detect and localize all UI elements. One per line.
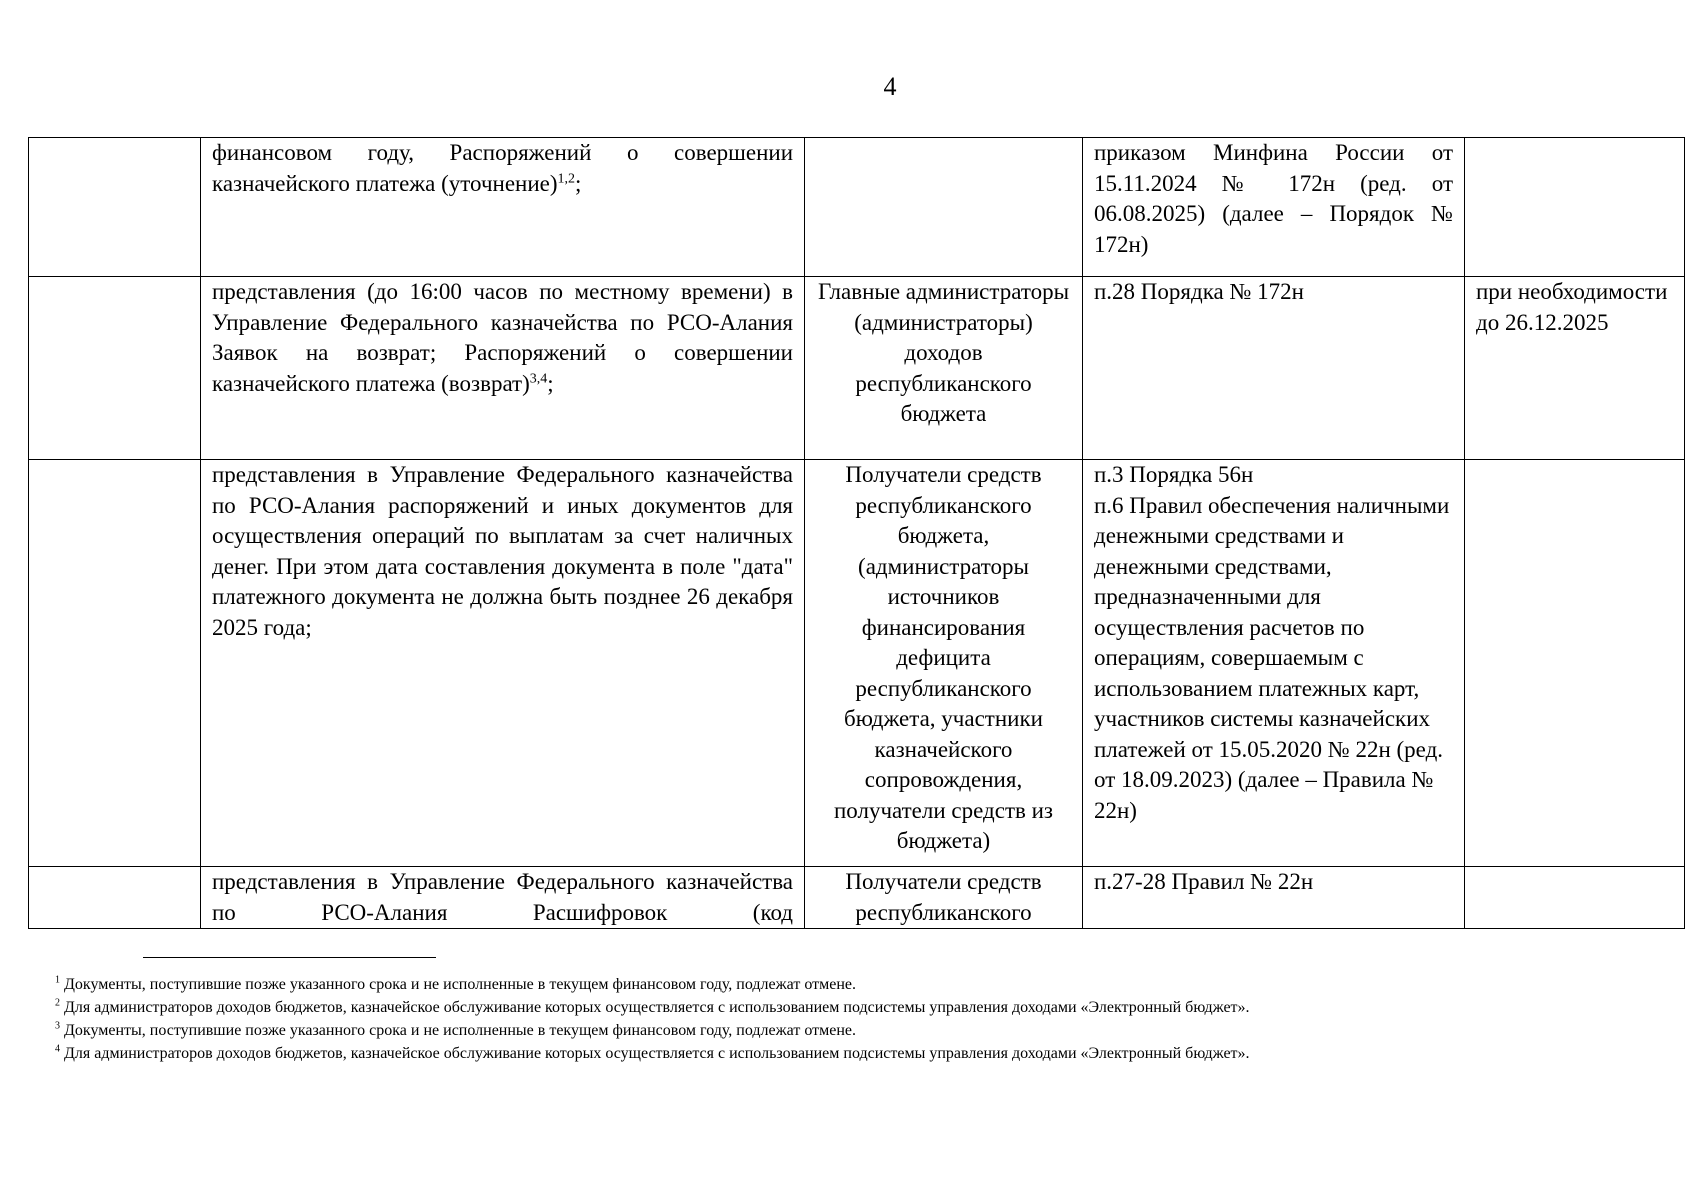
legal-basis-cell: [1083, 460, 1465, 867]
action-text: представления (до 16:00 часов по местному времени) в Управление Федерального казначейства по РСО-Алания Заявок на возврат; Распоряжений о совершении казначейского платежа (возврат): [212, 279, 793, 396]
footnote-ref: 3,4: [529, 370, 548, 386]
schedule-table: [28, 137, 1685, 929]
footnotes: [55, 973, 1655, 1065]
responsible-cell: Получатели средств республиканского бюджета, (администраторы источников финансирования дефицита республиканского бюджета, участники казначейского сопровождения, получатели средств из бюджета): [805, 460, 1083, 867]
table-row: [29, 277, 1685, 460]
footnote: [55, 1019, 1655, 1042]
footnote: [55, 996, 1655, 1019]
action-cell: представления в Управление Федерального казначейства по РСО-Алания распоряжений и иных документов для осуществления операций по выплатам за счет наличных денег. При этом дата составления документа в поле "дата" платежного документа не должна быть позднее 26 декабря 2025 года;: [201, 460, 805, 867]
table-row: [29, 138, 1685, 277]
footnote-separator: [143, 957, 436, 958]
action-cell: [201, 138, 805, 277]
deadline-cell: [1465, 867, 1685, 929]
legal-basis-text: приказом Минфина России от 15.11.2024 № 172н (ред. от 06.08.2025) (далее – Порядок № 172н): [1094, 140, 1453, 257]
legal-basis-line: п.6 Правил обеспечения наличными денежными средствами и денежными средствами, предназначенными для осуществления расчетов по операциям, совершаемым с использованием платежных карт, участников системы казначейских платежей от 15.05.2020 № 22н (ред. от 18.09.2023) (далее – Правила № 22н): [1094, 492, 1450, 823]
footnote-ref: 1,2: [557, 170, 576, 186]
legal-basis-cell: [1083, 138, 1465, 277]
table-row: [29, 867, 1685, 929]
responsible-cell: Получатели средств республиканского: [805, 867, 1083, 929]
action-text: финансовом году, Распоряжений о совершении казначейского платежа (уточнение): [212, 140, 793, 196]
deadline-cell: [1465, 460, 1685, 867]
footnote-text: Документы, поступившие позже указанного срока и не исполненные в текущем финансовом году, подлежат отмене.: [64, 976, 857, 993]
legal-basis-line: п.3 Порядка 56н: [1094, 462, 1254, 487]
footnote-text: Для администраторов доходов бюджетов, казначейское обслуживание которых осуществляется с использованием подсистемы управления доходами «Электронный бюджет».: [64, 999, 1250, 1016]
action-text-tail: ;: [575, 170, 582, 196]
footnote: [55, 973, 1655, 996]
action-cell: [201, 277, 805, 460]
footnote-mark: 4: [55, 1043, 60, 1055]
footnote: [55, 1042, 1655, 1065]
footnote-mark: 2: [55, 997, 60, 1009]
action-text: представления в Управление Федерального казначейства по РСО-Алания Расшифровок (код: [212, 869, 793, 925]
row-number-cell: [29, 460, 201, 867]
action-text-tail: ;: [547, 370, 554, 396]
row-number-cell: [29, 867, 201, 929]
footnote-mark: 3: [55, 1020, 60, 1032]
row-number-cell: [29, 277, 201, 460]
responsible-cell: [805, 138, 1083, 277]
legal-basis-cell: п.28 Порядка № 172н: [1083, 277, 1465, 460]
deadline-cell: при необходимости до 26.12.2025: [1465, 277, 1685, 460]
table-row: [29, 460, 1685, 867]
footnote-mark: 1: [55, 974, 60, 986]
page-number: 4: [883, 72, 897, 101]
footnote-text: Документы, поступившие позже указанного срока и не исполненные в текущем финансовом году, подлежат отмене.: [64, 1022, 857, 1039]
deadline-cell: [1465, 138, 1685, 277]
footnote-text: Для администраторов доходов бюджетов, казначейское обслуживание которых осуществляется с использованием подсистемы управления доходами «Электронный бюджет».: [64, 1045, 1250, 1062]
row-number-cell: [29, 138, 201, 277]
responsible-cell: Главные администраторы (администраторы) доходов республиканского бюджета: [805, 277, 1083, 460]
legal-basis-cell: п.27-28 Правил № 22н: [1083, 867, 1465, 929]
action-cell: [201, 867, 805, 929]
